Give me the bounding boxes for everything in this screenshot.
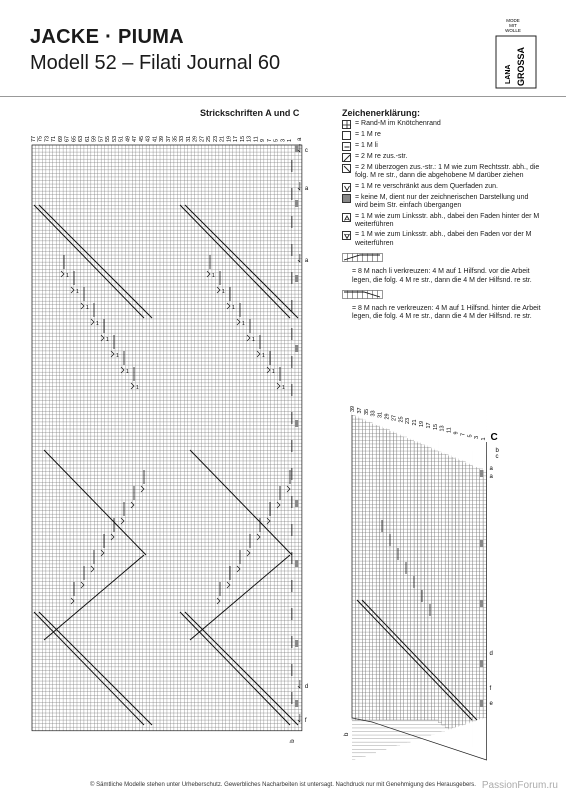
chart-c-mask <box>400 380 404 435</box>
chart-a-column-number: 45 <box>138 135 145 142</box>
chart-c-mask <box>390 380 394 431</box>
legend-item: = 1 M wie zum Linksstr. abh., dabei den Faden hinter der M weiterführen <box>342 213 542 230</box>
chart-c-column <box>462 448 465 740</box>
chart-c-mask <box>473 380 477 466</box>
no-stitch-cell <box>480 470 483 477</box>
chart-c-mask <box>397 380 401 434</box>
chart-c-column <box>366 414 369 720</box>
logo-brand-b: GROSSA <box>516 46 526 86</box>
chart-a-column-number: 69 <box>58 135 64 142</box>
chart-a-column-number: 63 <box>78 135 85 142</box>
legend-item: = 1 M wie zum Linksstr. abh., dabei den Faden vor der M weiterführen <box>342 231 542 248</box>
chart-a-column-number: 23 <box>212 135 219 142</box>
chart-c-column-number: 21 <box>412 419 419 426</box>
chart-c-column-number: 23 <box>405 417 412 424</box>
chart-c-mask <box>425 380 432 447</box>
chart-c-column <box>393 424 396 720</box>
chart-c-column <box>421 434 424 720</box>
chart-c-mask <box>369 755 373 781</box>
chart-c-column <box>424 435 427 720</box>
chart-c-mask <box>445 730 449 780</box>
chart-a-column-number: 19 <box>226 135 233 142</box>
chart-a-column-number: 33 <box>179 135 186 142</box>
purl-mark: 1 <box>222 289 225 295</box>
watermark: PassionForum.ru <box>481 780 558 791</box>
chart-c-mask <box>383 380 387 428</box>
chart-a-column-number: 35 <box>172 135 179 142</box>
chart-c-mask <box>383 750 387 780</box>
logo-top-text-2: MIT <box>509 23 517 28</box>
chart-c-column <box>387 422 390 720</box>
no-stitch-cell <box>295 345 298 352</box>
chart-c-mask <box>417 739 421 780</box>
purl-mark: 1 <box>232 305 235 311</box>
purl-mark: 1 <box>76 289 79 295</box>
chart-a-column-number: 67 <box>64 135 71 142</box>
chart-c-mask <box>424 737 428 780</box>
chart-c-column-number: 7 <box>460 432 467 436</box>
legend-item: = 1 M re verschränkt aus dem Querfaden zun. <box>342 183 542 192</box>
chart-a-bottom-label: b <box>289 739 296 743</box>
chart-a-column-number: 5 <box>273 138 280 142</box>
chart-c-mask <box>469 723 473 780</box>
chart-a-column-number: 39 <box>159 135 165 142</box>
chart-c-mask <box>438 733 442 781</box>
chart-c-column-number: 29 <box>384 413 391 420</box>
chart-c-mask <box>448 729 452 780</box>
chart-a-column-number: 53 <box>111 135 118 142</box>
chart-a-column-number: 11 <box>253 136 260 142</box>
chart-c-column <box>390 423 393 720</box>
chart-a-column-number: 71 <box>51 135 58 142</box>
cable-diagonal <box>44 450 146 555</box>
chart-a-top-label: a <box>296 137 303 141</box>
cable-diagonal <box>39 612 152 725</box>
chart-a-column-number: 7 <box>266 138 273 142</box>
chart-a-column-number: 47 <box>132 135 139 142</box>
chart-c-letter: C <box>490 432 498 443</box>
purl-mark: 1 <box>262 353 265 359</box>
chart-a-column-number: 17 <box>233 135 240 142</box>
chart-a-column-number: 61 <box>84 135 91 142</box>
chart-c-mask <box>466 380 470 463</box>
chart-c-row-label: f <box>489 686 492 692</box>
chart-c-bottom-label: b <box>344 732 350 736</box>
chart-c-row-label: c <box>495 454 499 460</box>
chart-c-rows <box>352 412 487 760</box>
chart-c-mask <box>376 752 380 780</box>
chart-c-column-number: 35 <box>363 408 370 415</box>
chart-c-mask <box>352 760 356 780</box>
copyright-footer: © Sämtliche Modelle stehen unter Urheberschutz. Gewerbliches Nacharbeiten ist untersagt. Nachdruck nur mit Genehmigung des Herausgebers. <box>90 782 476 788</box>
chart-c-row-label: e <box>489 701 493 707</box>
chart-a-column-number: 15 <box>239 135 246 142</box>
chart-c-mask <box>407 742 411 780</box>
chart-c-mask <box>393 747 397 780</box>
chart-c-column <box>466 449 469 742</box>
cable-diagonal <box>34 612 144 725</box>
chart-c-mask <box>432 380 439 450</box>
chart-c-mask <box>476 380 480 467</box>
chart-a-column-number: 73 <box>44 135 51 142</box>
chart-a-row-label: c <box>304 148 308 154</box>
chart-c-mask <box>355 759 359 780</box>
no-stitch-cell <box>295 700 298 707</box>
no-stitch-cell <box>295 200 298 207</box>
slip-mark <box>227 303 230 309</box>
chart-a-column-number: 41 <box>152 135 159 142</box>
chart-a-row-label: d <box>304 684 309 690</box>
chart-c-column-number: 5 <box>467 434 474 438</box>
chart-a-column-number: 1 <box>287 138 293 142</box>
chart-c-mask <box>414 380 418 441</box>
chart-a-column-number: 77 <box>31 135 37 142</box>
chart-c-column <box>418 432 421 720</box>
chart-c-row-label: a <box>489 474 493 480</box>
chart-c-mask <box>366 756 370 780</box>
no-stitch-cell <box>295 275 298 282</box>
purl-mark: 1 <box>272 369 275 375</box>
chart-c-column-number: 13 <box>439 425 446 432</box>
no-stitch-cell <box>295 145 298 152</box>
chart-c-mask <box>452 380 456 457</box>
purl-mark: 1 <box>136 385 139 391</box>
chart-a-column-number: 25 <box>206 135 213 142</box>
chart-c-mask <box>417 380 421 443</box>
purl-mark: 1 <box>86 305 89 311</box>
legend-item: = 2 M überzogen zus.-str.: 1 M wie zum Rechtsstr. abh., die folg. M re str., dann die abgehobene M darüber ziehen <box>342 164 542 181</box>
chart-c-mask <box>445 380 449 454</box>
chart-c-row-label: a <box>489 466 493 472</box>
chart-c-mask <box>466 724 470 780</box>
chart-c-mask <box>452 728 456 780</box>
chart-c-column <box>452 444 455 732</box>
no-stitch-cell <box>295 420 298 427</box>
no-stitch-cell <box>295 560 298 567</box>
chart-c-mask <box>386 380 390 430</box>
legend-item: = 1 M li <box>342 142 542 151</box>
chart-c-column <box>362 413 365 720</box>
chart-c-mask <box>455 380 459 459</box>
chart-c-mask <box>462 380 466 461</box>
chart-c-mask <box>373 753 377 780</box>
slip-mark <box>101 550 104 556</box>
purl-mark: 1 <box>282 385 285 391</box>
chart-c-column-number: 27 <box>391 414 398 421</box>
page-title: JACKE · PIUMA <box>30 26 184 48</box>
logo-top-text-1: MODE <box>506 18 520 23</box>
chart-a-column-number: 49 <box>125 135 132 142</box>
chart-c-column <box>414 431 417 720</box>
purl-mark: 1 <box>96 321 99 327</box>
chart-c-column <box>445 442 448 728</box>
chart-a-column-number: 31 <box>186 135 192 142</box>
purl-mark: 1 <box>116 353 119 359</box>
purl-mark: 1 <box>126 369 129 375</box>
chart-c-mask <box>442 731 446 780</box>
chart-c-mask <box>400 745 404 780</box>
chart-c-mask <box>404 744 408 781</box>
purl-mark: 1 <box>106 337 109 343</box>
chart-c-column <box>380 419 383 720</box>
chart-a-column-number: 43 <box>145 135 152 142</box>
no-stitch-cell <box>480 700 483 707</box>
chart-c-mask <box>479 719 483 780</box>
chart-c-mask <box>362 757 366 780</box>
chart-c-column <box>456 446 459 735</box>
chart-c-mask <box>431 380 435 448</box>
chart-c-column <box>449 443 452 730</box>
cable-diagonal <box>180 612 290 725</box>
chart-c-mask <box>469 380 473 464</box>
page-subtitle: Modell 52 – Filati Journal 60 <box>30 52 281 74</box>
legend-item: = 2 M re zus.-str. <box>342 153 542 162</box>
chart-c-column-number: 39 <box>350 405 356 412</box>
chart-c-mask <box>421 738 425 780</box>
purl-mark: 1 <box>242 321 245 327</box>
legend-item: = Rand-M im Knötchenrand <box>342 120 542 129</box>
slip-mark <box>81 582 84 588</box>
chart-c-mask <box>424 380 428 445</box>
slip-mark <box>217 287 220 293</box>
chart-a-row-label: f <box>304 718 307 724</box>
chart-c-row-label: b <box>495 448 499 454</box>
legend-block: = 8 M nach re verkreuzen: 4 M auf 1 Hilfsnd. hinter die Arbeit legen, die folg. 4 M re str., dann die 4 M der Hilfsnd. re str. <box>342 287 542 322</box>
chart-c-column <box>373 417 376 720</box>
chart-c-mask <box>414 740 418 780</box>
chart-c-mask <box>359 758 363 780</box>
chart-c-column-number: 19 <box>419 420 425 427</box>
chart-c-mask <box>448 380 452 456</box>
chart-c-column-number: 15 <box>432 423 439 430</box>
chart-c-column <box>404 428 407 720</box>
logo-brand-a: LANA <box>505 64 512 84</box>
chart-c-mask <box>390 748 394 780</box>
chart-c-mask <box>421 380 425 444</box>
chart-c-column <box>442 441 445 725</box>
chart-a-column-number: 37 <box>165 135 172 142</box>
chart-c-mask <box>393 380 397 432</box>
chart-c-mask <box>439 380 446 453</box>
chart-c-mask <box>459 380 463 460</box>
purl-mark: 1 <box>212 273 215 279</box>
chart-a-grid <box>32 145 302 731</box>
chart-c-column <box>469 450 472 745</box>
no-stitch-cell <box>480 600 483 607</box>
slip-mark <box>61 271 64 277</box>
slip-mark <box>257 351 260 357</box>
chart-c-mask <box>379 751 383 780</box>
chart-a-row-label: a <box>304 258 309 264</box>
chart-c-mask <box>483 718 487 780</box>
chart-a-column-number: 27 <box>199 135 206 142</box>
chart-c-column-number: 9 <box>453 431 460 435</box>
chart-a-column-number: 21 <box>219 135 226 142</box>
chart-c-column-number: 25 <box>398 416 405 423</box>
chart-a-column-number: 59 <box>91 135 98 142</box>
row-arrow <box>298 714 300 722</box>
slip-mark <box>141 486 144 492</box>
chart-c-mask <box>483 380 487 470</box>
chart-a-column-number: 3 <box>280 138 287 142</box>
chart-c-mask <box>428 736 432 780</box>
no-stitch-cell <box>480 660 483 667</box>
legend-item: = keine M, dient nur der zeichnerischen Darstellung und wird beim Str. einfach übergangen <box>342 194 542 211</box>
slip-mark <box>121 518 124 524</box>
chart-a-grid-lines <box>32 145 302 731</box>
legend-item: = 1 M re <box>342 131 542 140</box>
chart-c-column <box>411 430 414 720</box>
chart-c-mask <box>410 741 414 780</box>
chart-c-mask <box>476 720 480 780</box>
cable-diagonal <box>190 450 292 555</box>
chart-c-mask <box>435 734 439 780</box>
chart-a-column-number: 55 <box>105 135 112 142</box>
chart-c-column-number: 1 <box>481 437 488 441</box>
chart-c-mask <box>438 380 442 451</box>
chart-c-column <box>476 453 479 750</box>
chart-c-column-number: 3 <box>474 435 481 439</box>
chart-c-mask <box>479 380 483 469</box>
chart-c-mask <box>386 749 390 780</box>
chart-c-column <box>400 426 403 720</box>
chart-c-column-number: 33 <box>370 410 377 417</box>
chart-a-column-number: 57 <box>98 135 105 142</box>
chart-a-column-number: 13 <box>246 135 253 142</box>
slip-mark <box>227 582 230 588</box>
slip-mark <box>91 319 94 325</box>
chart-c-column <box>369 416 372 720</box>
chart-a-column-number: 9 <box>260 138 267 142</box>
chart-c-column <box>459 447 462 738</box>
chart-c-mask <box>404 380 408 437</box>
chart-title: Strickschriften A und C <box>200 108 300 118</box>
chart-a-row-label: a <box>304 186 309 192</box>
chart-a-column-number: 29 <box>192 135 199 142</box>
chart-a-column-number: 51 <box>118 135 125 142</box>
chart-a-column-number: 75 <box>37 135 44 142</box>
purl-mark: 1 <box>252 337 255 343</box>
slip-mark <box>247 550 250 556</box>
chart-c-mask <box>473 722 477 781</box>
slip-mark <box>277 383 280 389</box>
chart-c-mask <box>379 380 383 427</box>
logo-top-text-3: WOLLE <box>505 28 521 33</box>
no-stitch-cell <box>480 540 483 547</box>
chart-c-mask <box>410 380 414 440</box>
chart-c-mask <box>407 380 411 438</box>
slip-mark <box>81 303 84 309</box>
legend-title: Zeichenerklärung: <box>342 108 421 118</box>
chart-c-mask <box>455 727 459 780</box>
chart-c-mask <box>397 746 401 780</box>
legend-block: = 8 M nach li verkreuzen: 4 M auf 1 Hilfsnd. vor die Arbeit legen, die folg. 4 M re str., dann die 4 M der Hilfsnd. re str. <box>342 250 542 285</box>
chart-c-column-number: 37 <box>356 407 363 414</box>
purl-mark: 1 <box>66 273 69 279</box>
chart-c-column-number: 17 <box>425 422 432 429</box>
chart-c-column-number: 11 <box>446 427 453 433</box>
chart-c-mask <box>459 726 463 780</box>
no-stitch-cell <box>295 500 298 507</box>
chart-c-column <box>397 425 400 720</box>
chart-c-row-label: d <box>489 651 493 657</box>
chart-a-column-number: 65 <box>71 135 78 142</box>
chart-c-column-number: 31 <box>377 411 384 418</box>
row-arrow <box>298 182 300 190</box>
slip-mark <box>287 486 290 492</box>
no-stitch-cell <box>295 640 298 647</box>
